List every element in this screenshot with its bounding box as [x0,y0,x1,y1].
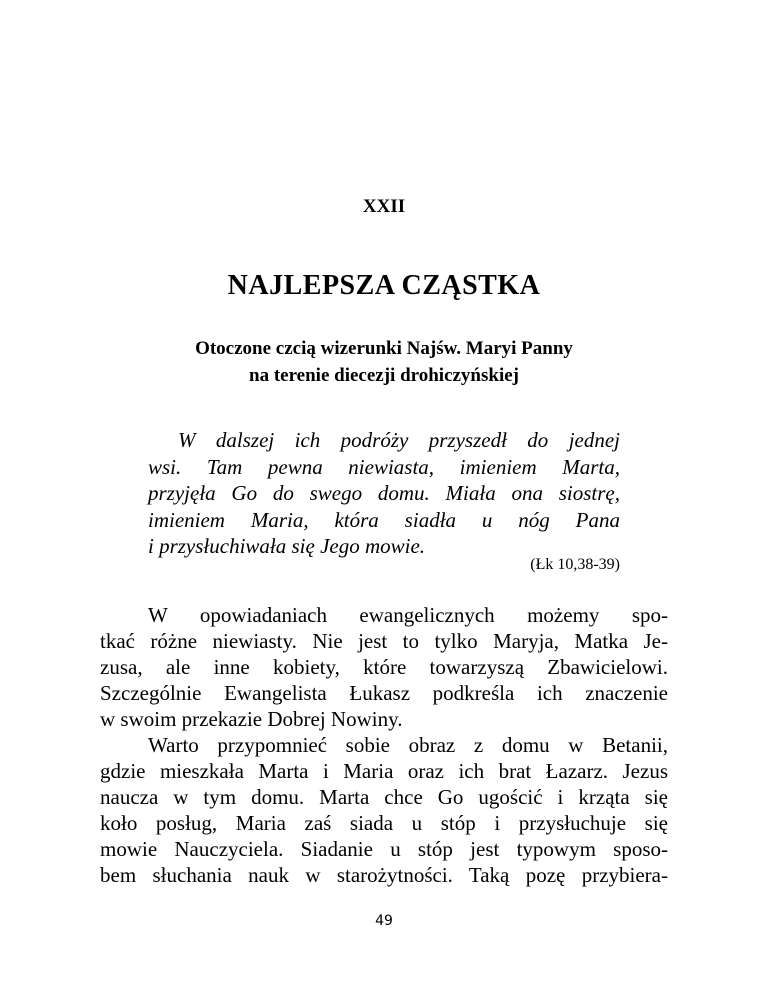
subtitle-line: na terenie diecezji drohiczyńskiej [249,365,519,386]
quote-line: wsi. Tam pewna niewiasta, imieniem Marta, [148,454,620,479]
body-line: naucza w tym domu. Marta chce Go ugościć i krząta się [100,785,668,809]
page-number: 49 [375,913,393,929]
quote-line: imieniem Maria, która siadła u nóg Pana [148,507,620,532]
chapter-title: NAJLEPSZA CZĄSTKA [227,270,541,301]
quote-reference: (Łk 10,38-39) [530,556,620,573]
body-line: zusa, ale inne kobiety, które towarzyszą Zbawicielowi. [100,655,668,679]
subtitle-line: Otoczone czcią wizerunki Najśw. Maryi Panny [195,338,573,359]
body-line: Warto przypomnieć sobie obraz z domu w Betanii, [148,733,668,757]
body-line: tkać różne niewiasty. Nie jest to tylko Maryja, Matka Je- [100,629,668,653]
body-line: Szczególnie Ewangelista Łukasz podkreśla ich znaczenie [100,681,668,705]
body-text [100,602,668,888]
body-line: bem słuchania nauk w starożytności. Taką pozę przybiera- [100,863,668,887]
quote-line: W dalszej ich podróży przyszedł do jednej [178,428,620,452]
chapter-subtitle [100,335,668,389]
body-line: w swoim przekazie Dobrej Nowiny. [100,707,403,731]
chapter-number: XXII [362,196,406,217]
body-line: koło posług, Maria zaś siada u stóp i przysłuchuje się [100,811,668,835]
quote-line: i przysłuchiwała się Jego mowie. [148,534,426,558]
epigraph-quote [148,427,620,560]
quote-line: przyjęła Go do swego domu. Miała ona siostrę, [148,481,620,505]
body-line: gdzie mieszkała Marta i Maria oraz ich brat Łazarz. Jezus [100,759,668,783]
body-line: W opowiadaniach ewangelicznych możemy spo- [148,603,668,627]
body-line: mowie Nauczyciela. Siadanie u stóp jest typowym sposo- [100,837,668,861]
